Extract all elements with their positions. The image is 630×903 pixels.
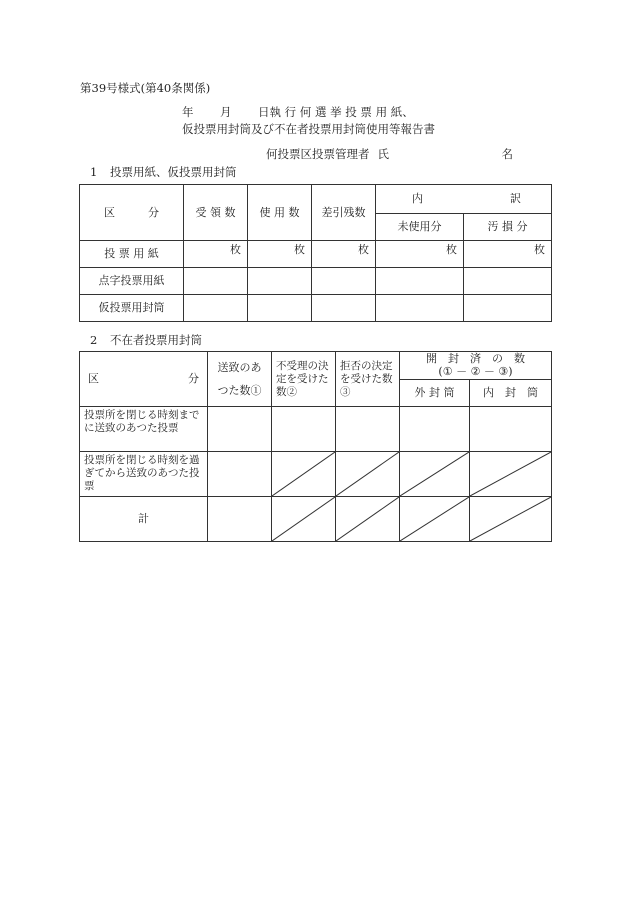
header-damaged: 汚 損 分: [464, 214, 552, 241]
section2-title: 不在者投票用封筒: [110, 333, 202, 347]
title-line-1: [182, 104, 414, 120]
title-election: 日執 行 何 選 挙 投 票 用 紙、: [258, 105, 414, 119]
unit-cell: 枚: [376, 241, 464, 268]
unit-cell: 枚: [248, 241, 312, 268]
form-number: 第39号様式(第40条関係): [80, 81, 211, 95]
empty-cell: [464, 268, 552, 295]
header-sent-line2: つた数①: [217, 384, 262, 397]
struck-cell: [470, 497, 552, 542]
header-breakdown-a: 内: [412, 192, 423, 206]
section2-number: 2: [90, 333, 98, 347]
empty-cell: [208, 452, 272, 497]
header-breakdown-b: 訳: [510, 192, 521, 206]
struck-cell: [272, 497, 336, 542]
table-row: [80, 295, 552, 322]
header-received: 受 領 数: [184, 185, 248, 241]
empty-cell: [336, 407, 400, 452]
header-used: 使 用 数: [248, 185, 312, 241]
header-remaining: 差引残数: [312, 185, 376, 241]
table-row: [80, 241, 552, 268]
empty-cell: [248, 295, 312, 322]
header-opened-formula: (① － ② － ③): [438, 364, 513, 378]
row-label: 仮投票用封筒: [80, 295, 184, 322]
empty-cell: [312, 295, 376, 322]
manager-mei: 名: [501, 147, 513, 161]
unit-cell: 枚: [464, 241, 552, 268]
empty-cell: [464, 295, 552, 322]
row-label: 投 票 用 紙: [80, 241, 184, 268]
empty-cell: [248, 268, 312, 295]
unit-cell: 枚: [312, 241, 376, 268]
header-inner-envelope: 内 封 筒: [470, 380, 552, 407]
struck-cell: [470, 452, 552, 497]
row-label: 点字投票用紙: [80, 268, 184, 295]
title-month: 月: [220, 105, 232, 119]
empty-cell: [184, 295, 248, 322]
empty-cell: [312, 268, 376, 295]
header-kubun-a: 区: [88, 372, 99, 386]
table-row: [80, 407, 552, 452]
empty-cell: [376, 295, 464, 322]
header-unused: 未使用分: [376, 214, 464, 241]
empty-cell: [400, 407, 470, 452]
struck-cell: [400, 452, 470, 497]
manager-line: [266, 146, 513, 162]
section1-title: 投票用紙、仮投票用封筒: [110, 165, 237, 179]
row-label: 投票所を閉じる時刻までに送致のあつた投票: [80, 407, 208, 452]
manager-label: 何投票区投票管理者: [266, 147, 370, 161]
empty-cell: [272, 407, 336, 452]
header-opened: [400, 352, 552, 380]
header-breakdown: [376, 185, 552, 214]
absentee-envelope-table: [79, 351, 552, 542]
row-label: 投票所を閉じる時刻を過ぎてから送致のあつた投票: [80, 452, 208, 497]
total-label: 計: [80, 497, 208, 542]
header-sent-line1: 送致のあ: [217, 360, 262, 374]
empty-cell: [470, 407, 552, 452]
empty-cell: [208, 497, 272, 542]
header-opened-title: 開 封 済 の 数: [426, 352, 525, 366]
struck-cell: [400, 497, 470, 542]
table-row: [80, 268, 552, 295]
unit-cell: 枚: [184, 241, 248, 268]
empty-cell: [376, 268, 464, 295]
header-sent: [208, 352, 272, 407]
empty-cell: [184, 268, 248, 295]
struck-cell: [272, 452, 336, 497]
header-kubun: 区 分: [80, 185, 184, 241]
title-year: 年: [182, 105, 194, 119]
manager-shi: 氏: [377, 147, 389, 161]
header-kubun: [80, 352, 208, 407]
section1-number: 1: [90, 165, 98, 179]
title-line-2: 仮投票用封筒及び不在者投票用封筒使用等報告書: [182, 122, 435, 136]
section1-heading: [90, 164, 237, 180]
header-refused: 拒否の決定を受けた数 ③: [336, 352, 400, 407]
header-not-accepted: 不受理の決定を受けた数②: [272, 352, 336, 407]
struck-cell: [336, 497, 400, 542]
section2-heading: [90, 332, 202, 348]
table-row: [80, 452, 552, 497]
struck-cell: [336, 452, 400, 497]
empty-cell: [208, 407, 272, 452]
header-kubun-b: 分: [188, 372, 199, 386]
total-row: [80, 497, 552, 542]
header-outer-envelope: 外 封 筒: [400, 380, 470, 407]
ballot-paper-table: [79, 184, 552, 322]
